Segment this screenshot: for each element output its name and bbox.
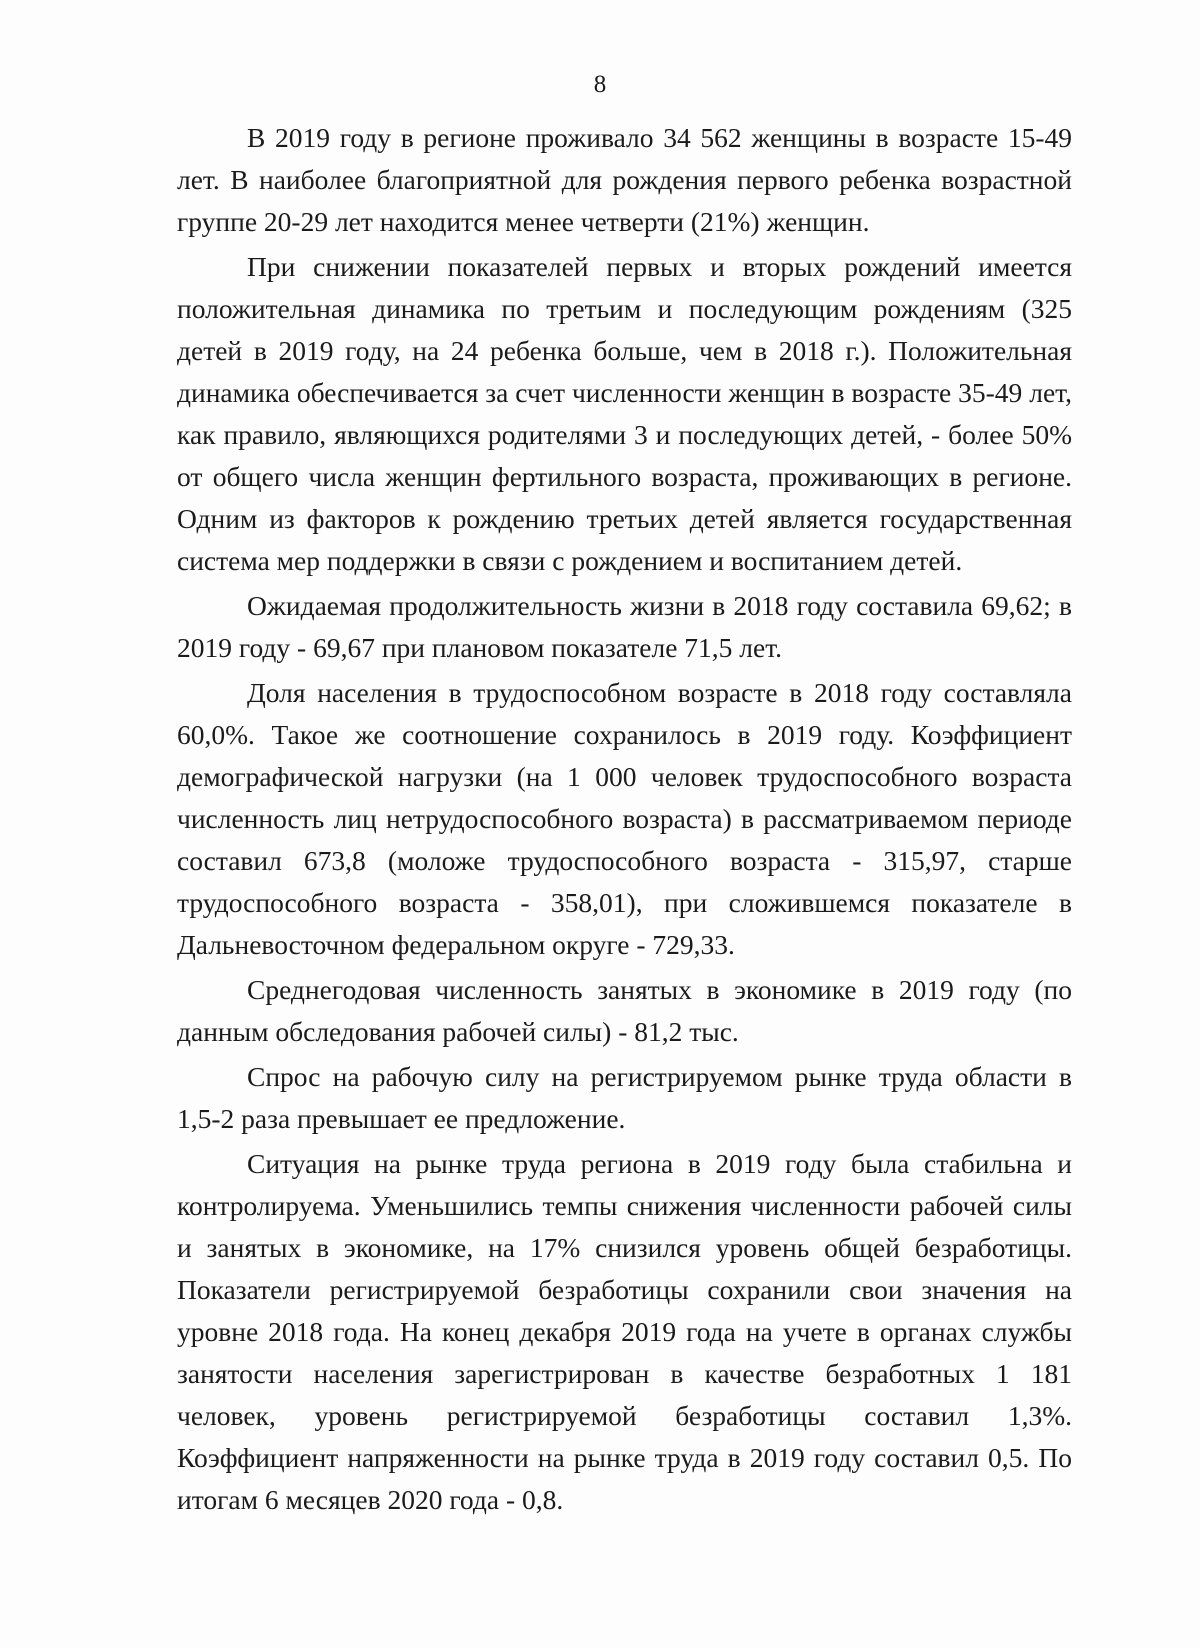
paragraph-working-age-population: Доля населения в трудоспособном возрасте в 2018 году составляла 60,0%. Такое же соотношение сохранилось в 2019 году. Коэффициент демографической нагрузки (на 1 000 человек трудоспособного возраста численность лиц нетрудоспособного возраста) в рассматриваемом периоде составил 673,8 (моложе трудоспособного возраста - 315,97, старше трудоспособного возраста - 358,01), при сложившемся показателе в Дальневосточном федеральном округе - 729,33. (177, 677, 1072, 960)
paragraph-employment: Среднегодовая численность занятых в экономике в 2019 году (по данным обследования рабочей силы) - 81,2 тыс. (177, 974, 1072, 1047)
paragraph-female-population: В 2019 году в регионе проживало 34 562 женщины в возрасте 15-49 лет. В наиболее благоприятной для рождения первого ребенка возрастной группе 20-29 лет находится менее четверти (21%) женщин. (177, 122, 1072, 237)
paragraph-birth-dynamics: При снижении показателей первых и вторых рождений имеется положительная динамика по третьим и последующим рождениям (325 детей в 2019 году, на 24 ребенка больше, чем в 2018 г.). Положительная динамика обеспечивается за счет численности женщин в возрасте 35-49 лет, как правило, являющихся родителями 3 и последующих детей, - более 50% от общего числа женщин фертильного возраста, проживающих в регионе. Одним из факторов к рождению третьих детей является государственная система мер поддержки в связи с рождением и воспитанием детей. (177, 251, 1072, 576)
paragraph-labour-market-situation: Ситуация на рынке труда региона в 2019 году была стабильна и контролируема. Уменьшились темпы снижения численности рабочей силы и занятых в экономике, на 17% снизился уровень общей безработицы. Показатели регистрируемой безработицы сохранили свои значения на уровне 2018 года. На конец декабря 2019 года на учете в органах службы занятости населения зарегистрирован в качестве безработных 1 181 человек, уровень регистрируемой безработицы составил 1,3%. Коэффициент напряженности на рынке труда в 2019 году составил 0,5. По итогам 6 месяцев 2020 года - 0,8. (177, 1148, 1072, 1515)
document-body (177, 117, 1072, 1521)
paragraph-life-expectancy: Ожидаемая продолжительность жизни в 2018 году составила 69,62; в 2019 году - 69,67 при плановом показателе 71,5 лет. (177, 590, 1072, 663)
paragraph-labour-demand: Спрос на рабочую силу на регистрируемом рынке труда области в 1,5-2 раза превышает ее предложение. (177, 1061, 1072, 1134)
page-number: 8 (593, 71, 607, 98)
